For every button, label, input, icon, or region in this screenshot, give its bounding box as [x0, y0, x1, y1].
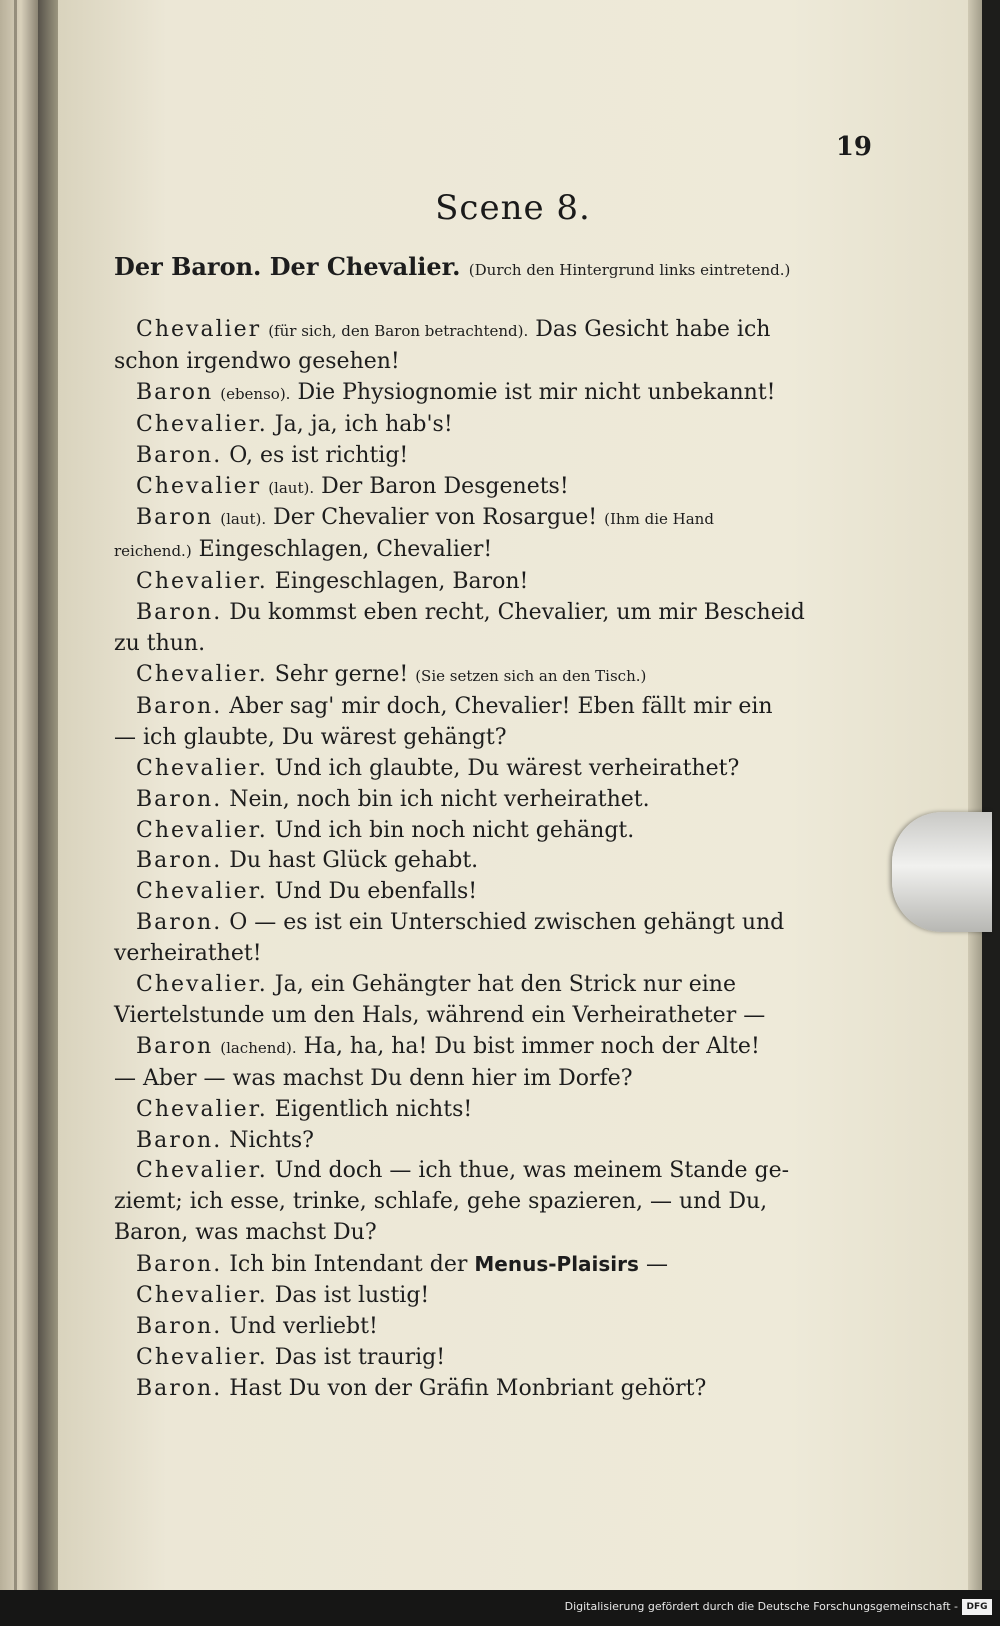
- line-text: Du kommst eben recht, Chevalier, um mir Bescheid: [229, 600, 805, 626]
- speaker-name: Baron: [136, 505, 214, 531]
- line-text: Das ist lustig!: [274, 1283, 430, 1309]
- line-text: Ha, ha, ha! Du bist immer noch der Alte!: [303, 1033, 760, 1059]
- line-text: Sehr gerne!: [274, 661, 409, 687]
- stage-direction: (ebenso).: [220, 384, 291, 403]
- line-text: Eingeschlagen, Chevalier!: [198, 537, 493, 563]
- speaker-name: Chevalier.: [136, 817, 268, 843]
- speaker-name: Baron: [136, 1033, 214, 1059]
- speaker-name: Chevalier.: [136, 1096, 268, 1122]
- text-line: [114, 315, 860, 347]
- cast-roles: Der Baron. Der Chevalier.: [114, 252, 461, 281]
- stage-direction: (Durch den Hintergrund links eintretend.): [468, 261, 791, 279]
- line-text: Und doch — ich thue, was meinem Stande ge-: [274, 1158, 790, 1184]
- speaker-name: Baron.: [136, 786, 223, 812]
- text-line: [114, 441, 860, 472]
- speaker-name: Chevalier: [136, 473, 262, 499]
- dialogue-text: [114, 250, 860, 1405]
- line-text: Und ich glaubte, Du wärest verheirathet?: [274, 755, 740, 781]
- line-text: Viertelstunde um den Hals, während ein Verheiratheter —: [114, 1002, 766, 1028]
- speaker-name: Baron.: [136, 693, 223, 719]
- speaker-name: Chevalier.: [136, 1158, 268, 1184]
- line-text: Aber sag' mir doch, Chevalier! Eben fällt mir ein: [229, 693, 773, 719]
- line-text: schon irgendwo gesehen!: [114, 348, 400, 374]
- line-text: Der Chevalier von Rosargue!: [273, 505, 598, 531]
- text-line: [114, 1312, 860, 1343]
- text-line: [114, 1187, 860, 1218]
- speaker-name: Baron.: [136, 848, 223, 874]
- speaker-name: Chevalier.: [136, 1344, 268, 1370]
- text-line: [114, 1343, 860, 1374]
- speaker-name: Baron.: [136, 442, 223, 468]
- text-line: [114, 1156, 860, 1187]
- text-line: [114, 970, 860, 1001]
- text-line: [114, 1126, 860, 1157]
- line-text: Die Physiognomie ist mir nicht unbekannt!: [297, 379, 776, 405]
- stage-direction: (laut).: [220, 510, 267, 529]
- text-line: [114, 1218, 860, 1249]
- line-text: Und ich bin noch nicht gehängt.: [274, 817, 635, 843]
- speaker-name: Baron.: [136, 1252, 223, 1278]
- text-line: [114, 723, 860, 754]
- text-line: [114, 1032, 860, 1064]
- speaker-name: Baron.: [136, 1375, 223, 1401]
- stage-direction: (Ihm die Hand: [604, 510, 714, 529]
- stage-direction: (Sie setzen sich an den Tisch.): [415, 666, 647, 685]
- line-text: Nichts?: [229, 1127, 314, 1153]
- stage-direction: (für sich, den Baron betrachtend).: [268, 322, 529, 340]
- stage-direction: (lachend).: [220, 1038, 297, 1057]
- text-line: [114, 1374, 860, 1405]
- line-text: Das Gesicht habe ich: [535, 317, 771, 342]
- line-text: — Aber — was machst Du denn hier im Dorfe?: [114, 1065, 633, 1091]
- emphasized-text: Menus-Plaisirs: [474, 1252, 639, 1277]
- line-text: zu thun.: [114, 631, 206, 657]
- speaker-name: Chevalier.: [136, 661, 268, 687]
- stage-direction: reichend.): [114, 542, 192, 561]
- line-text: Nein, noch bin ich nicht verheirathet.: [229, 786, 650, 812]
- page-clip-tab: [892, 812, 992, 932]
- previous-page-edge: [0, 0, 38, 1590]
- dfg-logo: DFG: [962, 1599, 992, 1615]
- text-line: [114, 472, 860, 504]
- line-text: Ich bin Intendant der: [229, 1252, 468, 1278]
- line-text: verheirathet!: [114, 941, 262, 967]
- text-line: [114, 1281, 860, 1312]
- text-line: [114, 908, 860, 939]
- text-line: [114, 754, 860, 785]
- text-line: [114, 629, 860, 660]
- footer-credit: Digitalisierung gefördert durch die Deutsche Forschungsgemeinschaft -: [564, 1600, 958, 1613]
- text-line: [114, 535, 860, 567]
- text-line: [114, 347, 860, 378]
- speaker-name: Baron.: [136, 600, 223, 626]
- text-line: [114, 410, 860, 441]
- text-line: [114, 939, 860, 970]
- line-text: O, es ist richtig!: [229, 442, 409, 468]
- speaker-name: Chevalier.: [136, 411, 268, 437]
- line-text: —: [645, 1252, 668, 1278]
- speaker-name: Chevalier.: [136, 1283, 268, 1309]
- line-text: Baron, was machst Du?: [114, 1220, 377, 1246]
- speaker-name: Baron: [136, 379, 214, 405]
- line-text: Du hast Glück gehabt.: [229, 848, 479, 874]
- scene-title: Scene 8.: [435, 188, 591, 228]
- text-line: [114, 598, 860, 629]
- speaker-name: Baron.: [136, 910, 223, 936]
- footer-bar: [0, 1590, 1000, 1626]
- line-text: Das ist traurig!: [274, 1344, 446, 1370]
- speaker-name: Baron.: [136, 1127, 223, 1153]
- stage-direction: (laut).: [268, 478, 315, 497]
- speaker-name: Chevalier: [136, 317, 262, 342]
- speaker-name: Chevalier.: [136, 569, 268, 595]
- text-line: [114, 785, 860, 816]
- line-text: Und verliebt!: [229, 1314, 378, 1339]
- text-line: [114, 1095, 860, 1126]
- text-line: [114, 660, 860, 692]
- text-line: [114, 1001, 860, 1032]
- line-text: Ja, ein Gehängter hat den Strick nur eine: [274, 972, 736, 998]
- text-line: [114, 1249, 860, 1281]
- text-line: [114, 567, 860, 598]
- page-number: 19: [835, 132, 872, 162]
- text-line: [114, 877, 860, 908]
- text-line: [114, 692, 860, 723]
- cast-line: [114, 250, 860, 287]
- speaker-name: Chevalier.: [136, 972, 268, 998]
- line-text: ziemt; ich esse, trinke, schlafe, gehe spazieren, — und Du,: [114, 1189, 768, 1215]
- line-text: Und Du ebenfalls!: [274, 879, 478, 905]
- line-text: Eigentlich nichts!: [274, 1096, 473, 1122]
- book-gutter: [38, 0, 58, 1590]
- page-edge-line: [14, 0, 17, 1590]
- speaker-name: Chevalier.: [136, 755, 268, 781]
- line-text: Ja, ja, ich hab's!: [274, 411, 453, 437]
- line-text: — ich glaubte, Du wärest gehängt?: [114, 724, 507, 750]
- text-line: [114, 503, 860, 535]
- line-text: Hast Du von der Gräfin Monbriant gehört?: [229, 1375, 707, 1401]
- speaker-name: Chevalier.: [136, 879, 268, 905]
- text-line: [114, 816, 860, 847]
- dialogue-lines: [114, 315, 860, 1405]
- text-line: [114, 1064, 860, 1095]
- line-text: Eingeschlagen, Baron!: [274, 569, 529, 595]
- text-line: [114, 378, 860, 410]
- speaker-name: Baron.: [136, 1314, 223, 1339]
- line-text: Der Baron Desgenets!: [321, 473, 569, 499]
- page-stack-edge: [968, 0, 982, 1590]
- line-text: O — es ist ein Unterschied zwischen gehängt und: [229, 910, 785, 936]
- text-line: [114, 846, 860, 877]
